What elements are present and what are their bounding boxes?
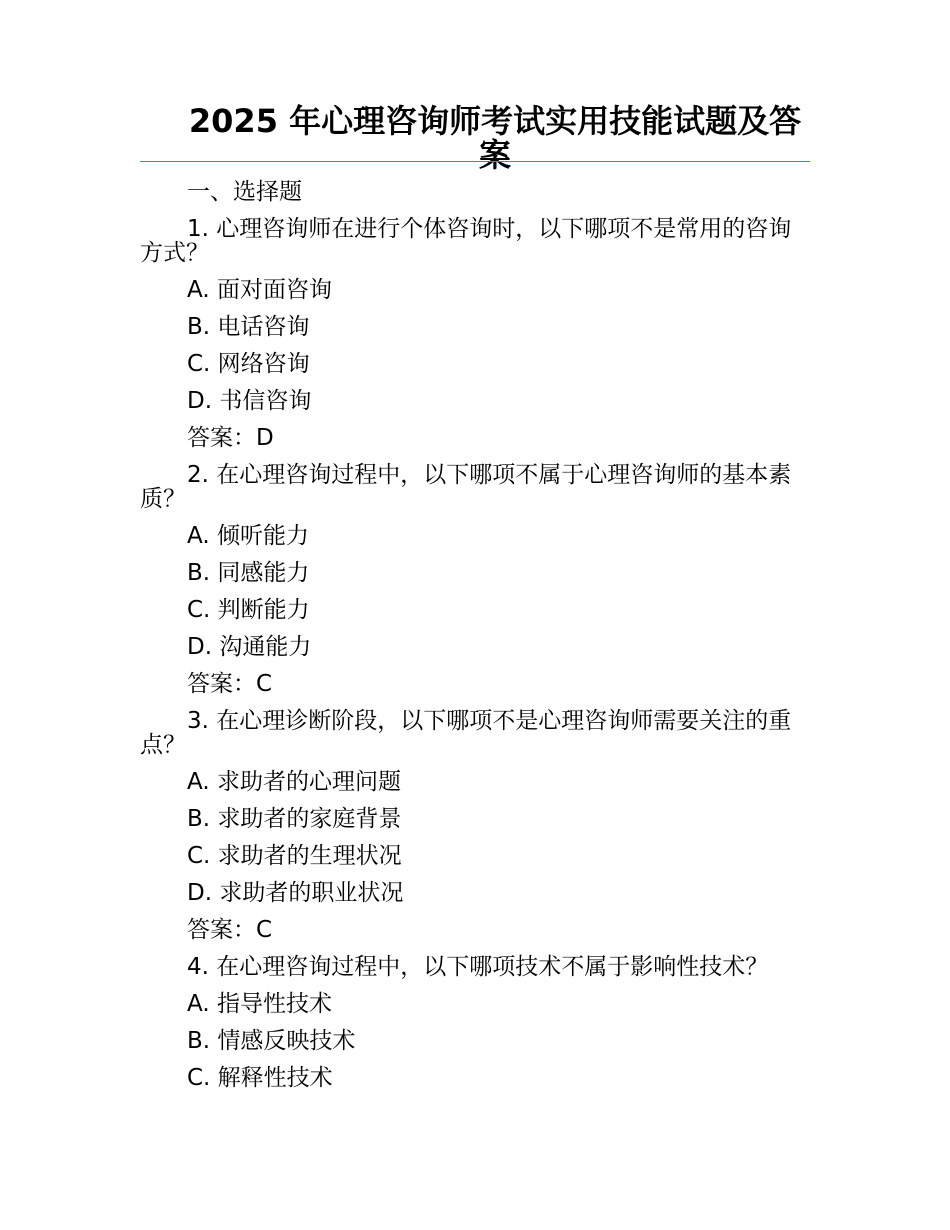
- question-option: C. 判断能力: [187, 597, 310, 623]
- question-option: B. 情感反映技术: [187, 1028, 356, 1054]
- question-option: A. 倾听能力: [187, 523, 309, 549]
- question-option: A. 指导性技术: [187, 991, 332, 1017]
- question-answer: 答案：C: [187, 671, 273, 697]
- question-option: A. 求助者的心理问题: [187, 769, 401, 795]
- document-title: 2025 年心理咨询师考试实用技能试题及答案: [188, 102, 802, 174]
- question-option: C. 解释性技术: [187, 1065, 333, 1091]
- question-answer: 答案：C: [187, 917, 273, 943]
- section-heading: 一、选择题: [187, 179, 302, 205]
- question-stem: 1. 心理咨询师在进行个体咨询时，以下哪项不是常用的咨询方式？: [140, 216, 792, 266]
- title-underline: [140, 161, 810, 162]
- question-option: B. 同感能力: [187, 560, 310, 586]
- question-answer: 答案：D: [187, 425, 274, 451]
- question-option: C. 网络咨询: [187, 351, 310, 377]
- question-option: B. 求助者的家庭背景: [187, 806, 402, 832]
- question-stem: 4. 在心理咨询过程中，以下哪项技术不属于影响性技术？: [187, 954, 769, 980]
- document-body: [140, 180, 812, 1103]
- question-option: D. 沟通能力: [187, 634, 312, 660]
- question-option: A. 面对面咨询: [187, 277, 332, 303]
- question-stem: 3. 在心理诊断阶段，以下哪项不是心理咨询师需要关注的重点？: [140, 708, 792, 758]
- question-option: D. 求助者的职业状况: [187, 880, 404, 906]
- question-stem: 2. 在心理咨询过程中，以下哪项不属于心理咨询师的基本素质？: [140, 462, 792, 512]
- question-option: B. 电话咨询: [187, 314, 310, 340]
- question-option: D. 书信咨询: [187, 388, 312, 414]
- question-option: C. 求助者的生理状况: [187, 843, 402, 869]
